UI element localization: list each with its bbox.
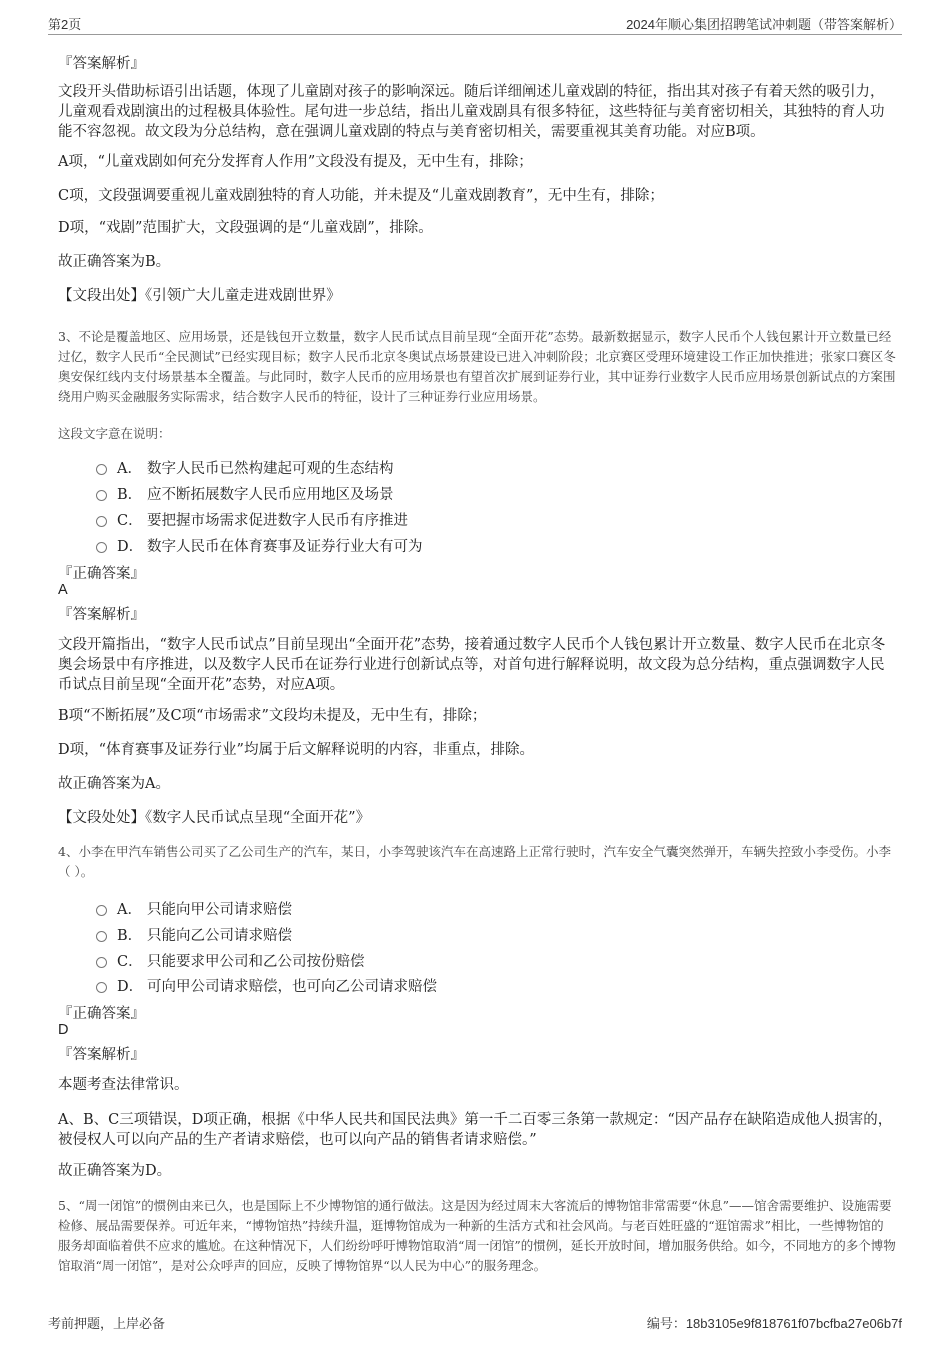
document-title: 2024年顺心集团招聘笔试冲刺题（带答案解析） bbox=[626, 17, 902, 32]
q2-option-a-analysis: A项，“儿童戏剧如何充分发挥育人作用”文段没有提及，无中生有，排除； bbox=[58, 154, 533, 170]
radio-icon[interactable] bbox=[96, 516, 107, 527]
radio-icon[interactable] bbox=[96, 957, 107, 968]
radio-icon[interactable] bbox=[96, 542, 107, 553]
page-number: 第2页 bbox=[48, 17, 82, 32]
radio-icon[interactable] bbox=[96, 490, 107, 501]
footer-slogan: 考前押题，上岸必备 bbox=[48, 1316, 166, 1331]
q4-analysis-label: 『答案解析』 bbox=[58, 1047, 145, 1063]
q3-conclusion: 故正确答案为A。 bbox=[58, 776, 170, 792]
radio-icon[interactable] bbox=[96, 464, 107, 475]
q4-answer: D bbox=[58, 1022, 69, 1038]
q3-option-d-analysis: D项，“体育赛事及证券行业”均属于后文解释说明的内容，非重点，排除。 bbox=[58, 742, 534, 758]
q3-option-b[interactable]: B． 应不断拓展数字人民币应用地区及场景 bbox=[96, 483, 394, 504]
radio-icon[interactable] bbox=[96, 982, 107, 993]
radio-icon[interactable] bbox=[96, 931, 107, 942]
q3-analysis-paragraph: 文段开篇指出，“数字人民币试点”目前呈现出“全面开花”态势，接着通过数字人民币个人钱包累计开立数量、数字人民币在北京冬奥会场景中有序推进，以及数字人民币在证券行业进行创新试点等，对首句进行解释说明，故文段为总分结构，重点强调数字人民币试点目前呈现“全面开花”态势，对应A项。 bbox=[58, 637, 886, 693]
radio-icon[interactable] bbox=[96, 905, 107, 916]
page-header bbox=[48, 14, 902, 35]
q3-answer: A bbox=[58, 582, 68, 598]
document-code: 编号：18b3105e9f818761f07bcfba27e06b7f bbox=[646, 1316, 902, 1331]
q3-question-text: 3、不论是覆盖地区、应用场景，还是钱包开立数量，数字人民币试点目前呈现“全面开花”态势。最新数据显示，数字人民币个人钱包累计开立数量已经过亿，数字人民币“全民测试”已经实现目标；数字人民币北京冬奥试点场景建设已进入冲刺阶段；北京赛区受理环境建设工作正加快推进；张家口赛区冬奥安保红线内支付场景基本全覆盖。与此同时，数字人民币的应用场景也有望首次扩展到证券行业，其中证券行业数字人民币应用场景创新试点的方案围绕用户购买金融服务实际需求，结合数字人民币的特征，设计了三种证券行业应用场景。 bbox=[58, 329, 896, 404]
q4-analysis-paragraph: A、B、C三项错误，D项正确，根据《中华人民共和国民法典》第一千二百零三条第一款规定：“因产品存在缺陷造成他人损害的，被侵权人可以向产品的生产者请求赔偿，也可以向产品的销售者请求赔偿。” bbox=[58, 1112, 893, 1148]
q3-prompt: 这段文字意在说明： bbox=[58, 426, 171, 441]
q3-option-d[interactable]: D． 数字人民币在体育赛事及证券行业大有可为 bbox=[96, 535, 423, 556]
page-footer bbox=[48, 1313, 902, 1333]
q5-question-text: 5、“周一闭馆”的惯例由来已久，也是国际上不少博物馆的通行做法。这是因为经过周末大客流后的博物馆非常需要“休息”——馆舍需要维护、设施需要检修、展品需要保养。可近年来，“博物馆热”持续升温，逛博物馆成为一种新的生活方式和社会风尚。与老百姓旺盛的“逛馆需求”相比，一些博物馆的服务却面临着供不应求的尴尬。在这种情况下，人们纷纷呼吁博物馆取消“周一闭馆”的惯例，延长开放时间，增加服务供给。如今，不同地方的多个博物馆取消“周一闭馆”，是对公众呼声的回应，反映了博物馆界“以人民为中心”的服务理念。 bbox=[58, 1198, 896, 1273]
q4-question-text: 4、小李在甲汽车销售公司买了乙公司生产的汽车，某日，小李驾驶该汽车在高速路上正常行驶时，汽车安全气囊突然弹开，车辆失控致小李受伤。小李（ ）。 bbox=[58, 844, 891, 879]
q4-option-b[interactable]: B． 只能向乙公司请求赔偿 bbox=[96, 924, 292, 945]
q3-analysis-label: 『答案解析』 bbox=[58, 607, 145, 623]
q2-analysis-paragraph: 文段开头借助标语引出话题，体现了儿童剧对孩子的影响深远。随后详细阐述儿童戏剧的特征，指出其对孩子有着天然的吸引力，儿童观看戏剧演出的过程极具体验性。尾句进一步总结，指出儿童戏剧具有很多特征，这些特征与美育密切相关，其独特的育人功能不容忽视。故文段为分总结构，意在强调儿童戏剧的特点与美育密切相关，需要重视其美育功能。对应B项。 bbox=[58, 84, 885, 140]
q3-option-bc-analysis: B项“不断拓展”及C项“市场需求”文段均未提及，无中生有，排除； bbox=[58, 708, 487, 724]
q3-option-c[interactable]: C． 要把握市场需求促进数字人民币有序推进 bbox=[96, 509, 408, 530]
q3-source: 【文段处处】《数字人民币试点呈现“全面开花”》 bbox=[58, 810, 371, 826]
q2-option-d-analysis: D项，“戏剧”范围扩大，文段强调的是“儿童戏剧”，排除。 bbox=[58, 220, 433, 236]
q4-option-a[interactable]: A． 只能向甲公司请求赔偿 bbox=[96, 898, 292, 919]
q3-option-a[interactable]: A． 数字人民币已然构建起可观的生态结构 bbox=[96, 457, 394, 478]
q4-option-c[interactable]: C． 只能要求甲公司和乙公司按份赔偿 bbox=[96, 950, 365, 971]
q2-option-c-analysis: C项，文段强调要重视儿童戏剧独特的育人功能，并未提及“儿童戏剧教育”，无中生有，排除； bbox=[58, 188, 664, 204]
q2-conclusion: 故正确答案为B。 bbox=[58, 254, 171, 270]
q4-analysis-intro: 本题考查法律常识。 bbox=[58, 1077, 189, 1093]
q4-option-d[interactable]: D． 可向甲公司请求赔偿，也可向乙公司请求赔偿 bbox=[96, 975, 437, 996]
q3-correct-label: 『正确答案』 bbox=[58, 566, 145, 582]
q2-analysis-label: 『答案解析』 bbox=[58, 56, 145, 72]
q4-correct-label: 『正确答案』 bbox=[58, 1006, 145, 1022]
q4-conclusion: 故正确答案为D。 bbox=[58, 1163, 172, 1179]
q2-source: 【文段出处】《引领广大儿童走进戏剧世界》 bbox=[58, 288, 341, 304]
